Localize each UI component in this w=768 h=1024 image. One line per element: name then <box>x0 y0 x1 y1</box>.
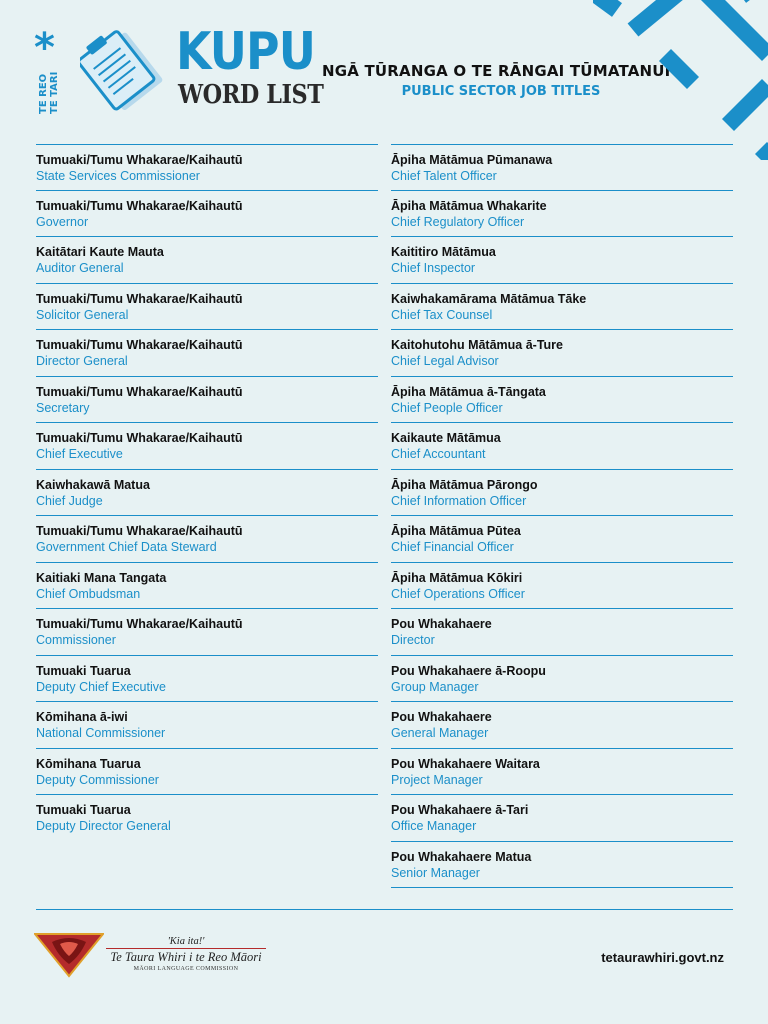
english-title: Project Manager <box>391 772 483 787</box>
list-item <box>391 144 733 191</box>
organisation-english-name: MĀORI LANGUAGE COMMISSION <box>133 966 239 972</box>
list-item <box>391 237 733 284</box>
english-title: Director <box>391 633 435 647</box>
english-title: Chief Legal Advisor <box>391 354 499 368</box>
asterisk-icon: * <box>34 25 55 71</box>
list-item <box>36 423 378 470</box>
english-title: Commissioner <box>36 633 116 647</box>
footer-divider <box>36 909 733 910</box>
website-link[interactable]: tetaurawhiri.govt.nz <box>601 950 724 965</box>
list-item <box>391 749 733 796</box>
maori-title: Tumuaki/Tumu Whakarae/Kaihautū <box>36 617 243 631</box>
english-title: Chief Operations Officer <box>391 586 525 601</box>
list-item <box>36 656 378 703</box>
list-item <box>36 609 378 656</box>
english-title: Deputy Commissioner <box>36 772 159 787</box>
list-item <box>391 377 733 424</box>
list-item <box>391 609 733 656</box>
maori-title: Tumuaki/Tumu Whakarae/Kaihautū <box>36 384 243 399</box>
english-title: Director General <box>36 354 128 368</box>
organisation-name: Te Taura Whiri i te Reo Māori <box>106 948 266 965</box>
clipboard-icon <box>80 22 166 120</box>
word-list-title: WORD LIST <box>178 80 324 110</box>
english-title: Chief Talent Officer <box>391 169 497 183</box>
english-title: State Services Commissioner <box>36 169 200 183</box>
te-reo-te-tari-label <box>30 66 70 116</box>
maori-title: Kaikaute Mātāmua <box>391 431 501 445</box>
list-item <box>36 237 378 284</box>
list-item <box>36 702 378 749</box>
maori-title: Kaititiro Mātāmua <box>391 245 496 259</box>
right-column <box>391 144 733 888</box>
english-title: Solicitor General <box>36 307 129 322</box>
list-item <box>391 516 733 563</box>
english-title: Chief Financial Officer <box>391 540 514 554</box>
list-item <box>36 191 378 238</box>
greeting-text: 'Kia ita!' <box>167 936 205 947</box>
english-title: Governor <box>36 214 89 229</box>
maori-title: Tumuaki/Tumu Whakarae/Kaihautū <box>36 198 243 213</box>
maori-title: Kaitiaki Mana Tangata <box>36 570 167 585</box>
list-item <box>391 330 733 377</box>
maori-title: Pou Whakahaere <box>391 710 492 724</box>
list-item <box>36 470 378 517</box>
maori-title: Kōmihana ā-iwi <box>36 710 128 724</box>
maori-title: Tumuaki/Tumu Whakarae/Kaihautū <box>36 524 243 538</box>
english-title: Government Chief Data Steward <box>36 540 217 554</box>
list-item <box>391 795 733 842</box>
english-title: Chief Information Officer <box>391 493 527 508</box>
english-title: Chief Executive <box>36 447 123 461</box>
english-title: Senior Manager <box>391 865 480 880</box>
left-column <box>36 144 378 842</box>
english-title: Deputy Chief Executive <box>36 679 166 694</box>
english-title: Chief Accountant <box>391 447 486 461</box>
page-title-maori: NGĀ TŪRANGA O TE RĀNGAI TŪMATANUI <box>322 62 671 80</box>
maori-title: Āpiha Mātāmua Whakarite <box>391 198 547 213</box>
list-item <box>36 795 378 842</box>
english-title: Group Manager <box>391 679 479 694</box>
maori-title: Āpiha Mātāmua ā-Tāngata <box>391 384 546 399</box>
list-item <box>36 749 378 796</box>
side-label-line2: TE TARI <box>49 71 60 114</box>
list-item <box>36 330 378 377</box>
list-item <box>36 284 378 331</box>
list-item <box>391 842 733 889</box>
maori-title: Tumuaki/Tumu Whakarae/Kaihautū <box>36 153 243 167</box>
maori-title: Pou Whakahaere Matua <box>391 849 532 864</box>
maori-title: Kaitātari Kaute Mauta <box>36 245 164 259</box>
list-item <box>391 656 733 703</box>
kupu-title: KUPU <box>176 22 315 82</box>
header <box>0 0 768 140</box>
english-title: Deputy Director General <box>36 819 171 833</box>
maori-title: Āpiha Mātāmua Pūmanawa <box>391 153 553 167</box>
list-item <box>36 563 378 610</box>
english-title: Chief Ombudsman <box>36 586 141 601</box>
english-title: Secretary <box>36 400 90 415</box>
list-item <box>36 144 378 191</box>
english-title: Office Manager <box>391 819 477 833</box>
english-title: Chief Tax Counsel <box>391 307 493 322</box>
list-item <box>391 284 733 331</box>
maori-title: Pou Whakahaere Waitara <box>391 756 540 771</box>
maori-title: Kaitohutohu Mātāmua ā-Ture <box>391 338 563 352</box>
english-title: Chief People Officer <box>391 400 503 415</box>
maori-title: Tumuaki Tuarua <box>36 663 131 678</box>
english-title: Auditor General <box>36 261 124 275</box>
list-item <box>391 191 733 238</box>
list-item <box>391 702 733 749</box>
list-item <box>391 423 733 470</box>
english-title: National Commissioner <box>36 726 166 740</box>
list-item <box>36 516 378 563</box>
maori-title: Āpiha Mātāmua Pūtea <box>391 524 521 538</box>
english-title: Chief Regulatory Officer <box>391 214 525 229</box>
commission-logo-icon <box>34 932 104 978</box>
commission-wordmark <box>106 936 266 972</box>
maori-title: Kōmihana Tuarua <box>36 756 141 771</box>
maori-title: Kaiwhakawā Matua <box>36 477 150 492</box>
maori-title: Kaiwhakamārama Mātāmua Tāke <box>391 291 587 306</box>
list-item <box>36 377 378 424</box>
english-title: General Manager <box>391 726 489 740</box>
maori-title: Pou Whakahaere ā-Roopu <box>391 663 546 678</box>
english-title: Chief Inspector <box>391 261 476 275</box>
maori-title: Āpiha Mātāmua Pārongo <box>391 477 538 492</box>
corner-pattern-decoration <box>593 0 768 160</box>
maori-title: Pou Whakahaere ā-Tari <box>391 803 529 817</box>
english-title: Chief Judge <box>36 493 103 508</box>
maori-title: Tumuaki/Tumu Whakarae/Kaihautū <box>36 431 243 445</box>
maori-title: Tumuaki/Tumu Whakarae/Kaihautū <box>36 291 243 306</box>
maori-title: Tumuaki Tuarua <box>36 803 131 817</box>
maori-title: Pou Whakahaere <box>391 617 492 631</box>
maori-title: Āpiha Mātāmua Kōkiri <box>391 570 523 585</box>
side-label-line1: TE REO <box>38 73 49 114</box>
list-item <box>391 563 733 610</box>
page-title-english: PUBLIC SECTOR JOB TITLES <box>401 84 601 99</box>
maori-title: Tumuaki/Tumu Whakarae/Kaihautū <box>36 338 243 352</box>
list-item <box>391 470 733 517</box>
